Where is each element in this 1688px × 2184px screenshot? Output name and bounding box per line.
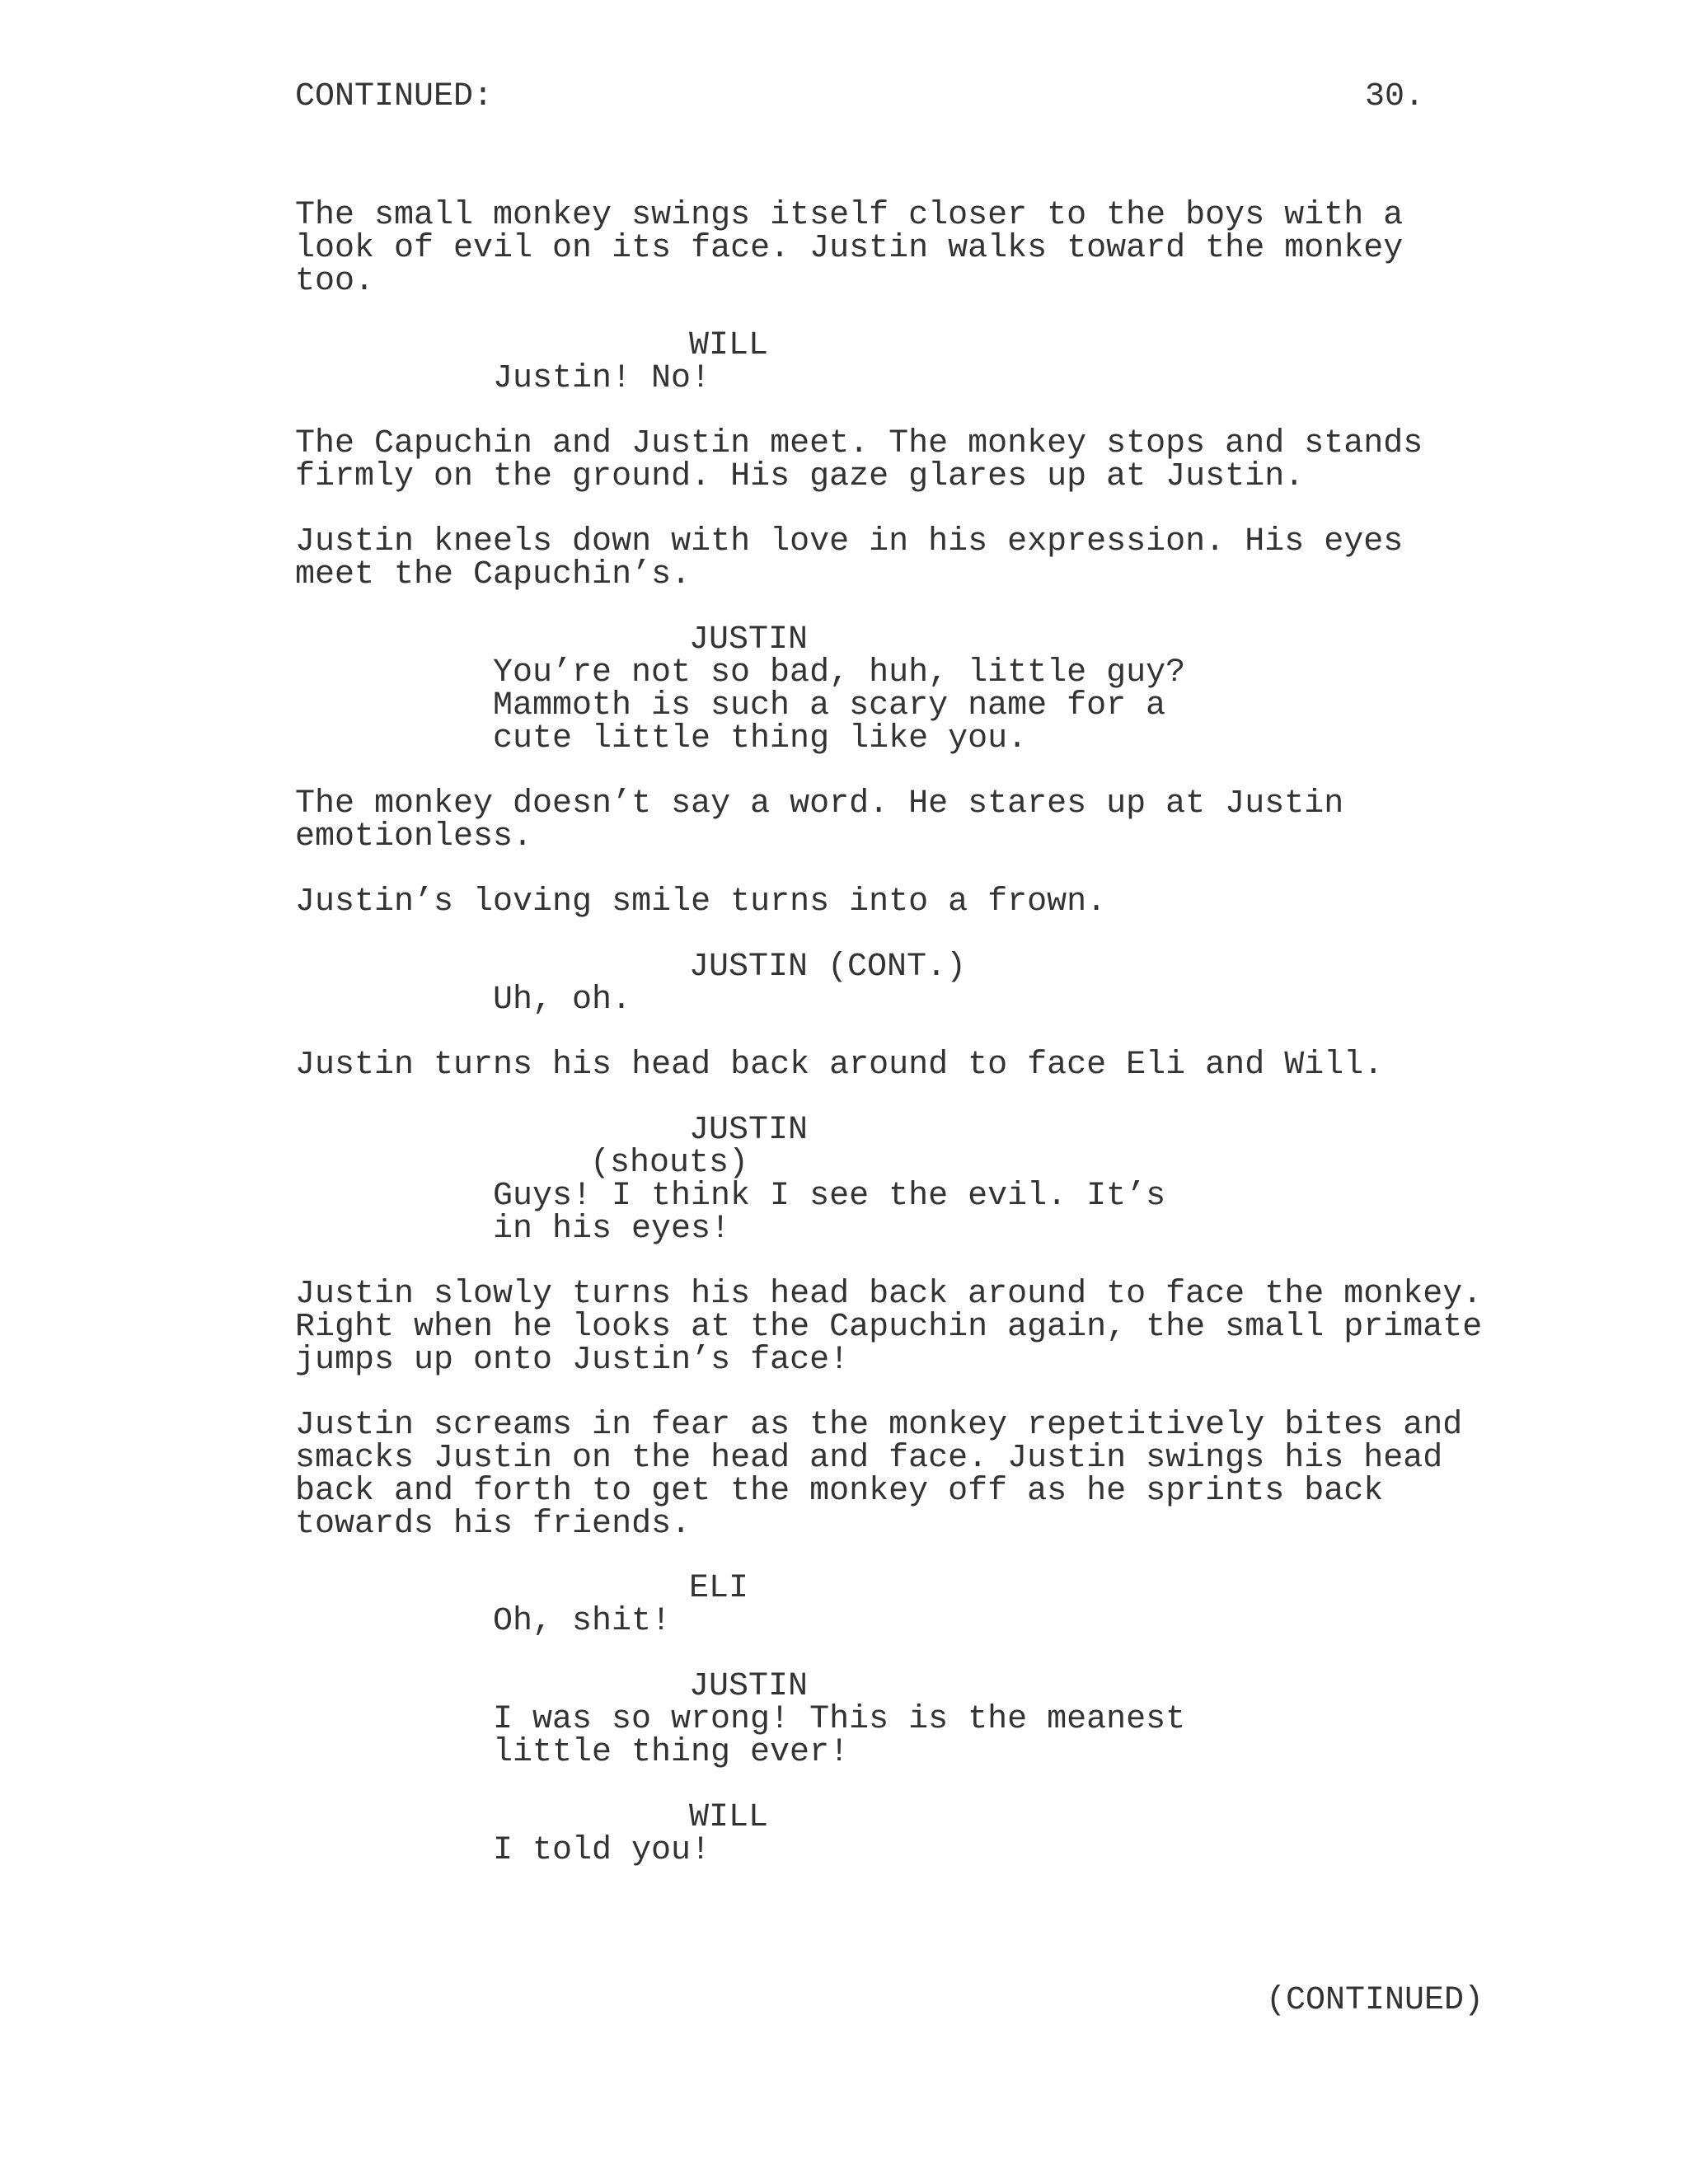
dialogue-line: Uh, oh. [493,982,632,1019]
continued-header: CONTINUED: [295,78,494,115]
character-name: JUSTIN (CONT.) [689,949,967,986]
character-name: JUSTIN [689,1668,809,1705]
action-line: Justin screams in fear as the monkey repetitively bites and smacks Justin on the head and face. Justin swings his head back and forth to get the monkey off as he sprints back towards his friends. [295,1407,1463,1543]
action-line: The Capuchin and Justin meet. The monkey stops and stands firmly on the ground. His gaze glares up at Justin. [295,425,1423,495]
dialogue-line: I told you! [493,1832,711,1869]
character-name: JUSTIN [689,621,809,658]
continued-footer: (CONTINUED) [1266,1982,1484,2019]
dialogue-line: Guys! I think I see the evil. It’s in his eyes! [493,1178,1166,1248]
dialogue-line: Justin! No! [493,360,711,397]
parenthetical: (shouts) [590,1145,749,1182]
dialogue-line: Oh, shit! [493,1603,672,1640]
character-name: WILL [689,1799,769,1836]
character-name: ELI [689,1570,749,1607]
action-line: The small monkey swings itself closer to the boys with a look of evil on its face. Justin walks toward the monkey too. [295,197,1404,300]
character-name: JUSTIN [689,1112,809,1149]
action-line: Justin turns his head back around to face Eli and Will. [295,1047,1384,1084]
action-line: Justin’s loving smile turns into a frown. [295,883,1107,921]
dialogue-line: I was so wrong! This is the meanest little thing ever! [493,1701,1186,1771]
action-line: The monkey doesn’t say a word. He stares up at Justin emotionless. [295,785,1344,855]
page-number: 30. [1365,78,1425,115]
character-name: WILL [689,327,769,364]
action-line: Justin kneels down with love in his expression. His eyes meet the Capuchin’s. [295,523,1404,593]
action-line: Justin slowly turns his head back around to face the monkey. Right when he looks at the Capuchin again, the small primate jumps up onto Justin’s face! [295,1276,1483,1379]
dialogue-line: You’re not so bad, huh, little guy? Mammoth is such a scary name for a cute little thing like you. [493,654,1186,757]
